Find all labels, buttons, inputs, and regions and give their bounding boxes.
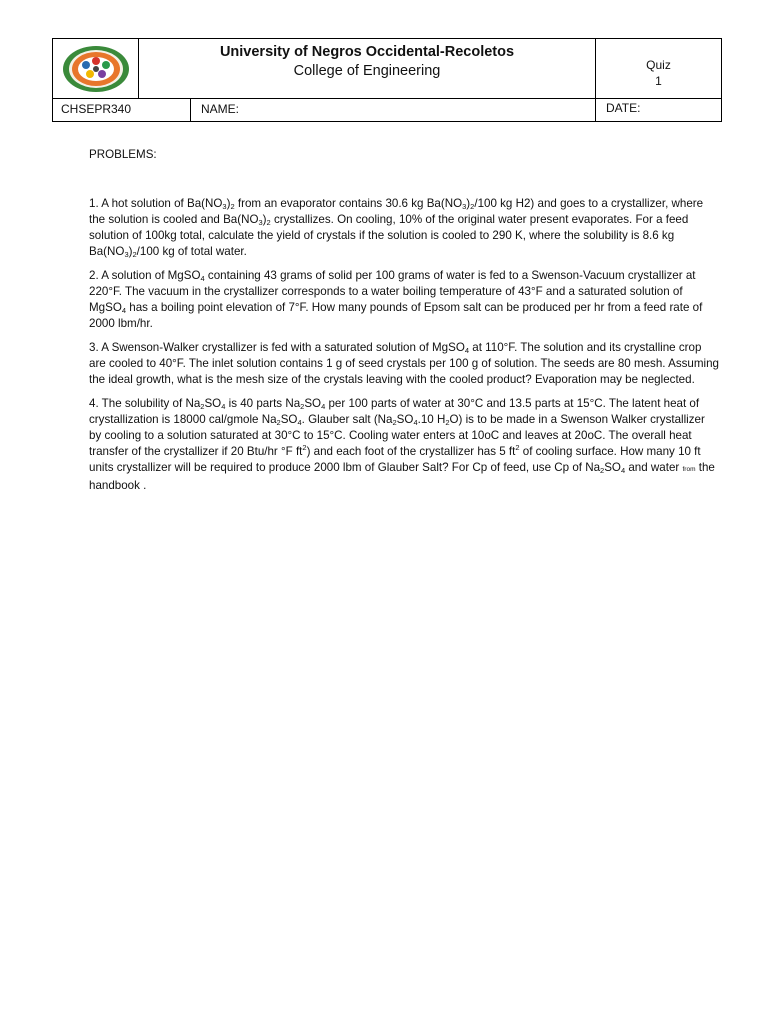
p1-text-c: from an evaporator contains 30.6 kg Ba(NO [234, 197, 463, 210]
header-table [52, 38, 722, 122]
p1-text-f: ) [262, 213, 267, 226]
p1-sub: 3 [462, 202, 467, 211]
p4-sub: 4 [413, 418, 418, 427]
p1-text-i: /100 kg of total water. [136, 245, 247, 258]
p2-text-a: 2. A solution of MgSO [89, 269, 201, 282]
p2-sub: 4 [200, 274, 205, 283]
p4-sub: 2 [600, 466, 605, 475]
p4-sub: 2 [276, 418, 281, 427]
college-name: College of Engineering [293, 63, 441, 79]
p3-sub: 4 [464, 346, 470, 355]
p4-text-i: .10 H [417, 413, 446, 426]
p1-sub: 2 [230, 202, 235, 211]
p4-text-a: 4. The solubility of Na [89, 397, 201, 410]
p4-text-g: . Glauber salt (Na [301, 413, 393, 426]
problem-3 [89, 340, 719, 388]
p1-sub: 2 [470, 202, 475, 211]
p4-sub: 4 [297, 418, 302, 427]
p4-text-f: SO [280, 413, 298, 426]
p4-from-small: from [682, 466, 696, 473]
p4-sub: 2 [200, 402, 205, 411]
p3-text-b: at 110°F. The solution and its crystalline crop are cooled to 40°F. The inlet solution contains 1 g of seed crystals per 100 g of solution. The seeds are 80 mesh. Assuming the ideal growth, what is the mesh size of the crystals leaving with the cooled product? Evaporation may be neglected. [89, 341, 719, 386]
p3-text-a: 3. A Swenson-Walker crystallizer is fed with a saturated solution of MgSO [89, 341, 465, 354]
p4-sup: 2 [302, 443, 307, 452]
quiz-label: Quiz [646, 58, 671, 72]
problem-1 [89, 196, 719, 260]
p4-sub: 2 [445, 418, 450, 427]
p4-sub: 4 [221, 402, 226, 411]
p1-text-d: ) [466, 197, 471, 210]
p2-sub: 4 [121, 306, 127, 315]
university-seal-logo [62, 45, 130, 93]
date-field[interactable]: DATE: [606, 101, 641, 115]
p1-sub: 3 [222, 202, 227, 211]
p4-text-k: ) and each foot of the crystallizer has 5 ft [306, 445, 516, 458]
problem-4 [89, 396, 719, 494]
quiz-number: 1 [655, 74, 662, 88]
p1-sub: 2 [132, 250, 137, 259]
p1-text-h: ) [128, 245, 133, 258]
p2-text-b: containing 43 grams of solid per 100 grams of water is fed to a Swenson-Vacuum crystallizer at 220°F. The vacuum in the crystallizer corresponds to a water boiling temperature of 43°F and a saturated solution of MgSO [89, 269, 696, 314]
p4-text-d: SO [304, 397, 322, 410]
p4-text-l: of cooling surface. How many 10 ft units crystallizer will be required to produce 2000 lbm of Glauber Salt? For Cp of feed, use Cp of Na [89, 445, 701, 474]
p4-text-h: SO [396, 413, 414, 426]
title-cell [139, 39, 596, 98]
p4-sub: 4 [620, 466, 626, 475]
logo-cell [53, 39, 139, 98]
p1-text-a: 1. A hot solution of Ba(NO [89, 197, 223, 210]
university-name: University of Negros Occidental-Recoletos [219, 44, 515, 60]
p4-text-n: and water [625, 461, 683, 474]
problems-heading: PROBLEMS: [89, 148, 157, 161]
p1-sub: 3 [124, 250, 129, 259]
name-field[interactable]: NAME: [191, 99, 596, 122]
p4-text-m: SO [604, 461, 621, 474]
info-row [53, 98, 721, 122]
p4-sub: 4 [321, 402, 326, 411]
p4-sup: 2 [515, 443, 520, 452]
p1-sub: 3 [258, 218, 263, 227]
p4-text-b: SO [204, 397, 222, 410]
p4-text-c: is 40 parts Na [225, 397, 301, 410]
p1-text-g: crystallizes. On cooling, 10% of the original water present evaporates. For a feed solution of 100kg total, calculate the yield of crystals if the solution is cooled to 290 K, where the solubility is 8.6 kg Ba(NO [89, 213, 689, 258]
p2-text-c: has a boiling point elevation of 7°F. How many pounds of Epsom salt can be produced per hr from a feed rate of 2000 lbm/hr. [89, 301, 703, 330]
p4-text-o: the handbook . [89, 461, 715, 492]
quiz-cell [596, 39, 721, 98]
p1-sub: 2 [266, 218, 271, 227]
quiz-content [89, 147, 719, 502]
p4-text-j: O) is to be made in a Swenson Walker crystallizer by cooling to a solution saturated at 30°C to 15°C. Cooling water enters at 10oC and leaves at 20oC. The overall heat transfer of the crystallizer if 20 Btu/hr °F ft [89, 413, 705, 458]
course-code: CHSEPR340 [53, 99, 191, 122]
p4-sub: 2 [300, 402, 305, 411]
p4-text-e: per 100 parts of water at 30°C and 13.5 parts at 15°C. The latent heat of crystallization is 18000 cal/gmole Na [89, 397, 700, 426]
p1-text-e: /100 kg H2) and goes to a crystallizer, where the solution is cooled and Ba(NO [89, 197, 704, 226]
problem-2 [89, 268, 719, 332]
p1-text-b: ) [226, 197, 231, 210]
p4-sub: 2 [392, 418, 397, 427]
